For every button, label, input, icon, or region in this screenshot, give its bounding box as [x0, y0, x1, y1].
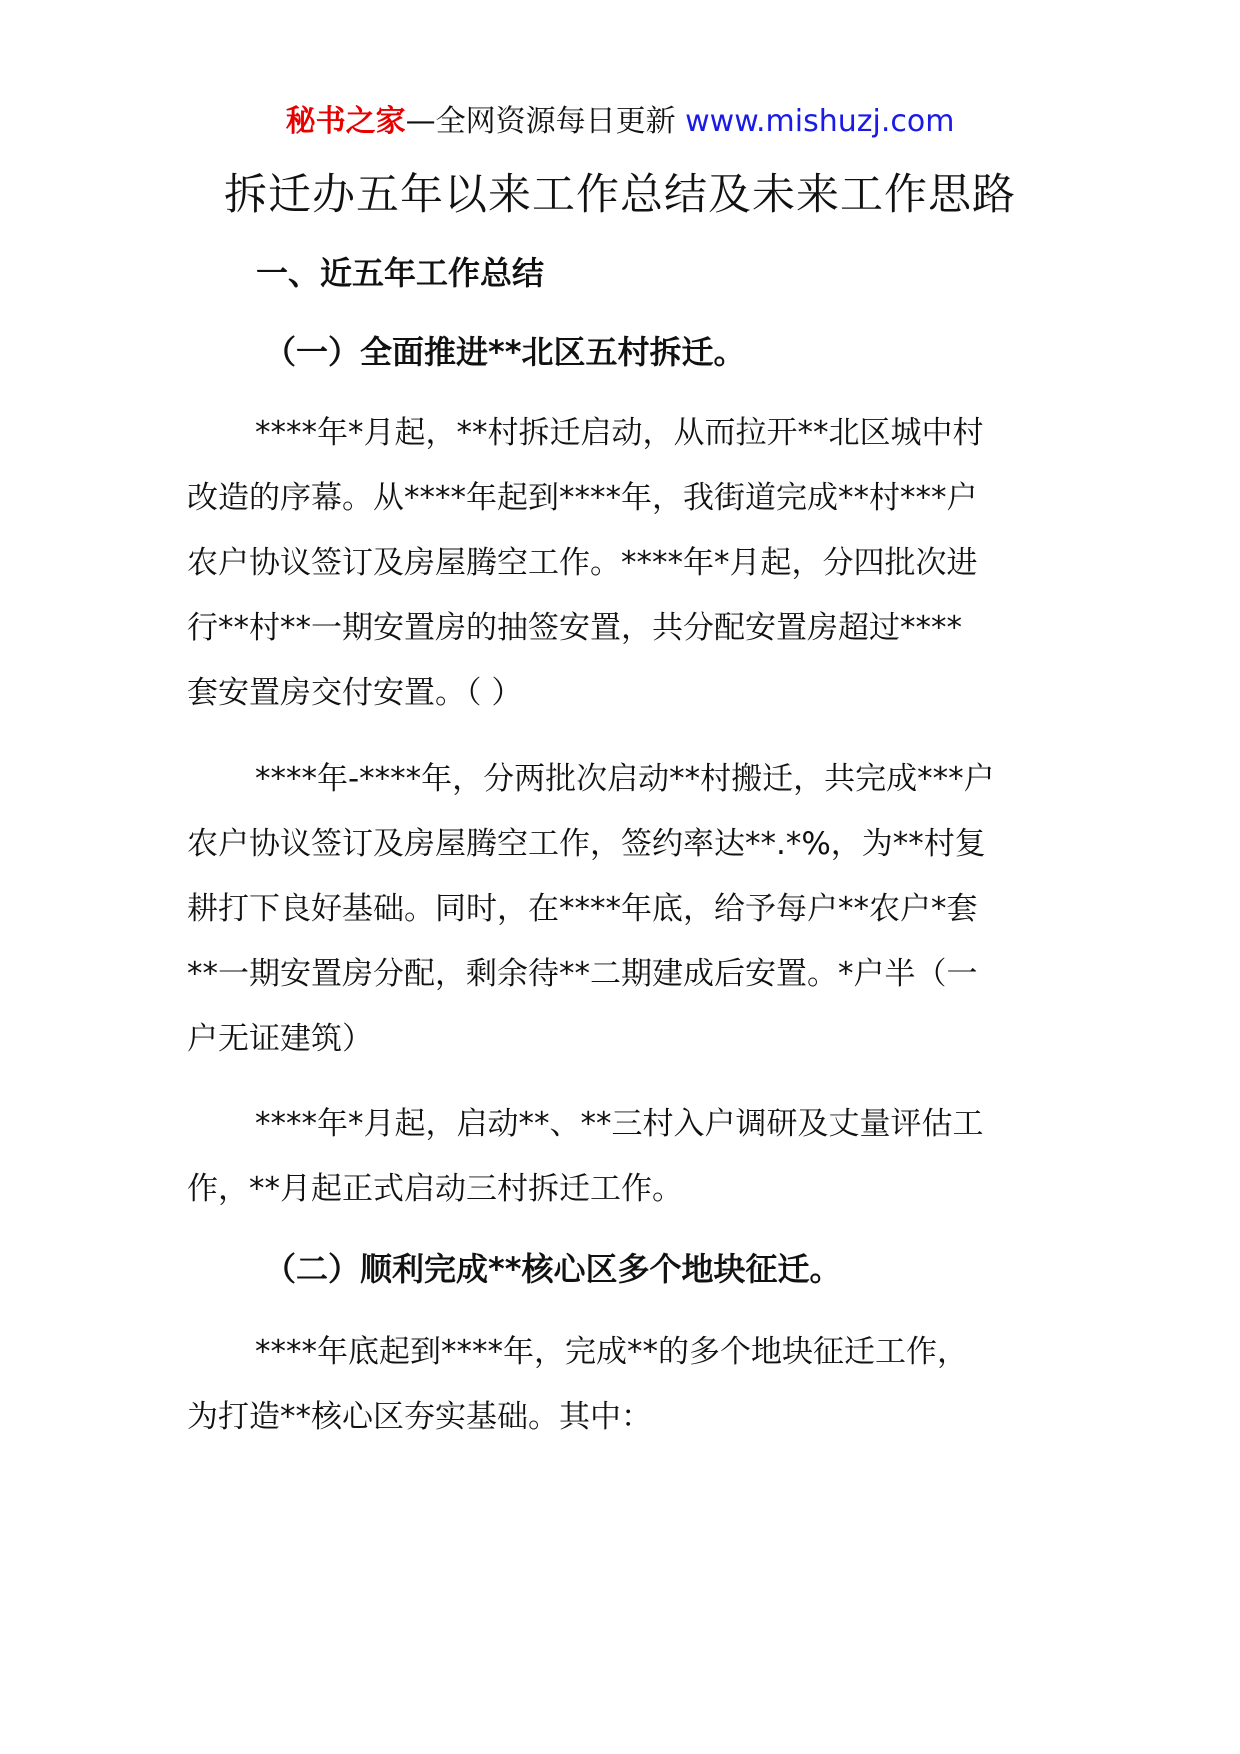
paragraph-line: ****年*月起，**村拆迁启动，从而拉开**北区城中村 — [255, 415, 984, 451]
watermark-brand: 秘书之家 — [285, 104, 406, 139]
paragraph-line: 农户协议签订及房屋腾空工作，签约率达**.*%，为**村复 — [187, 826, 986, 862]
paragraph-line: ****年-****年，分两批次启动**村搬迁，共完成***户 — [255, 761, 995, 797]
watermark-url: www.mishuzj.com — [685, 104, 955, 139]
paragraph-line: 为打造**核心区夯实基础。其中： — [187, 1399, 652, 1435]
paragraph-line: 作，**月起正式启动三村拆迁工作。 — [187, 1171, 683, 1207]
paragraph-3 — [187, 1092, 1057, 1222]
paragraph-4 — [187, 1320, 1057, 1450]
subsection-heading-1: （一）全面推进**北区五村拆迁。 — [264, 333, 746, 371]
watermark-slogan: —全网资源每日更新 — [405, 104, 676, 139]
subsection-heading-2: （二）顺利完成**核心区多个地块征迁。 — [264, 1250, 842, 1288]
document-title: 拆迁办五年以来工作总结及未来工作思路 — [224, 170, 1016, 220]
paragraph-2 — [187, 747, 1057, 1072]
paragraph-1 — [187, 401, 1057, 726]
paragraph-line: 套安置房交付安置。（ ） — [187, 675, 523, 711]
section-heading-1: 一、近五年工作总结 — [256, 254, 545, 292]
paragraph-line: **一期安置房分配，剩余待**二期建成后安置。*户半（一 — [187, 956, 978, 992]
paragraph-line: ****年*月起，启动**、**三村入户调研及丈量评估工 — [255, 1106, 984, 1142]
paragraph-line: 行**村**一期安置房的抽签安置，共分配安置房超过**** — [187, 610, 962, 646]
watermark-banner — [0, 102, 1240, 142]
paragraph-line: ****年底起到****年，完成**的多个地块征迁工作， — [255, 1334, 968, 1370]
paragraph-line: 改造的序幕。从****年起到****年，我街道完成**村***户 — [187, 480, 978, 516]
paragraph-line: 耕打下良好基础。同时，在****年底，给予每户**农户*套 — [187, 891, 978, 927]
paragraph-line: 农户协议签订及房屋腾空工作。****年*月起，分四批次进 — [187, 545, 978, 581]
paragraph-line: 户无证建筑） — [187, 1021, 373, 1057]
